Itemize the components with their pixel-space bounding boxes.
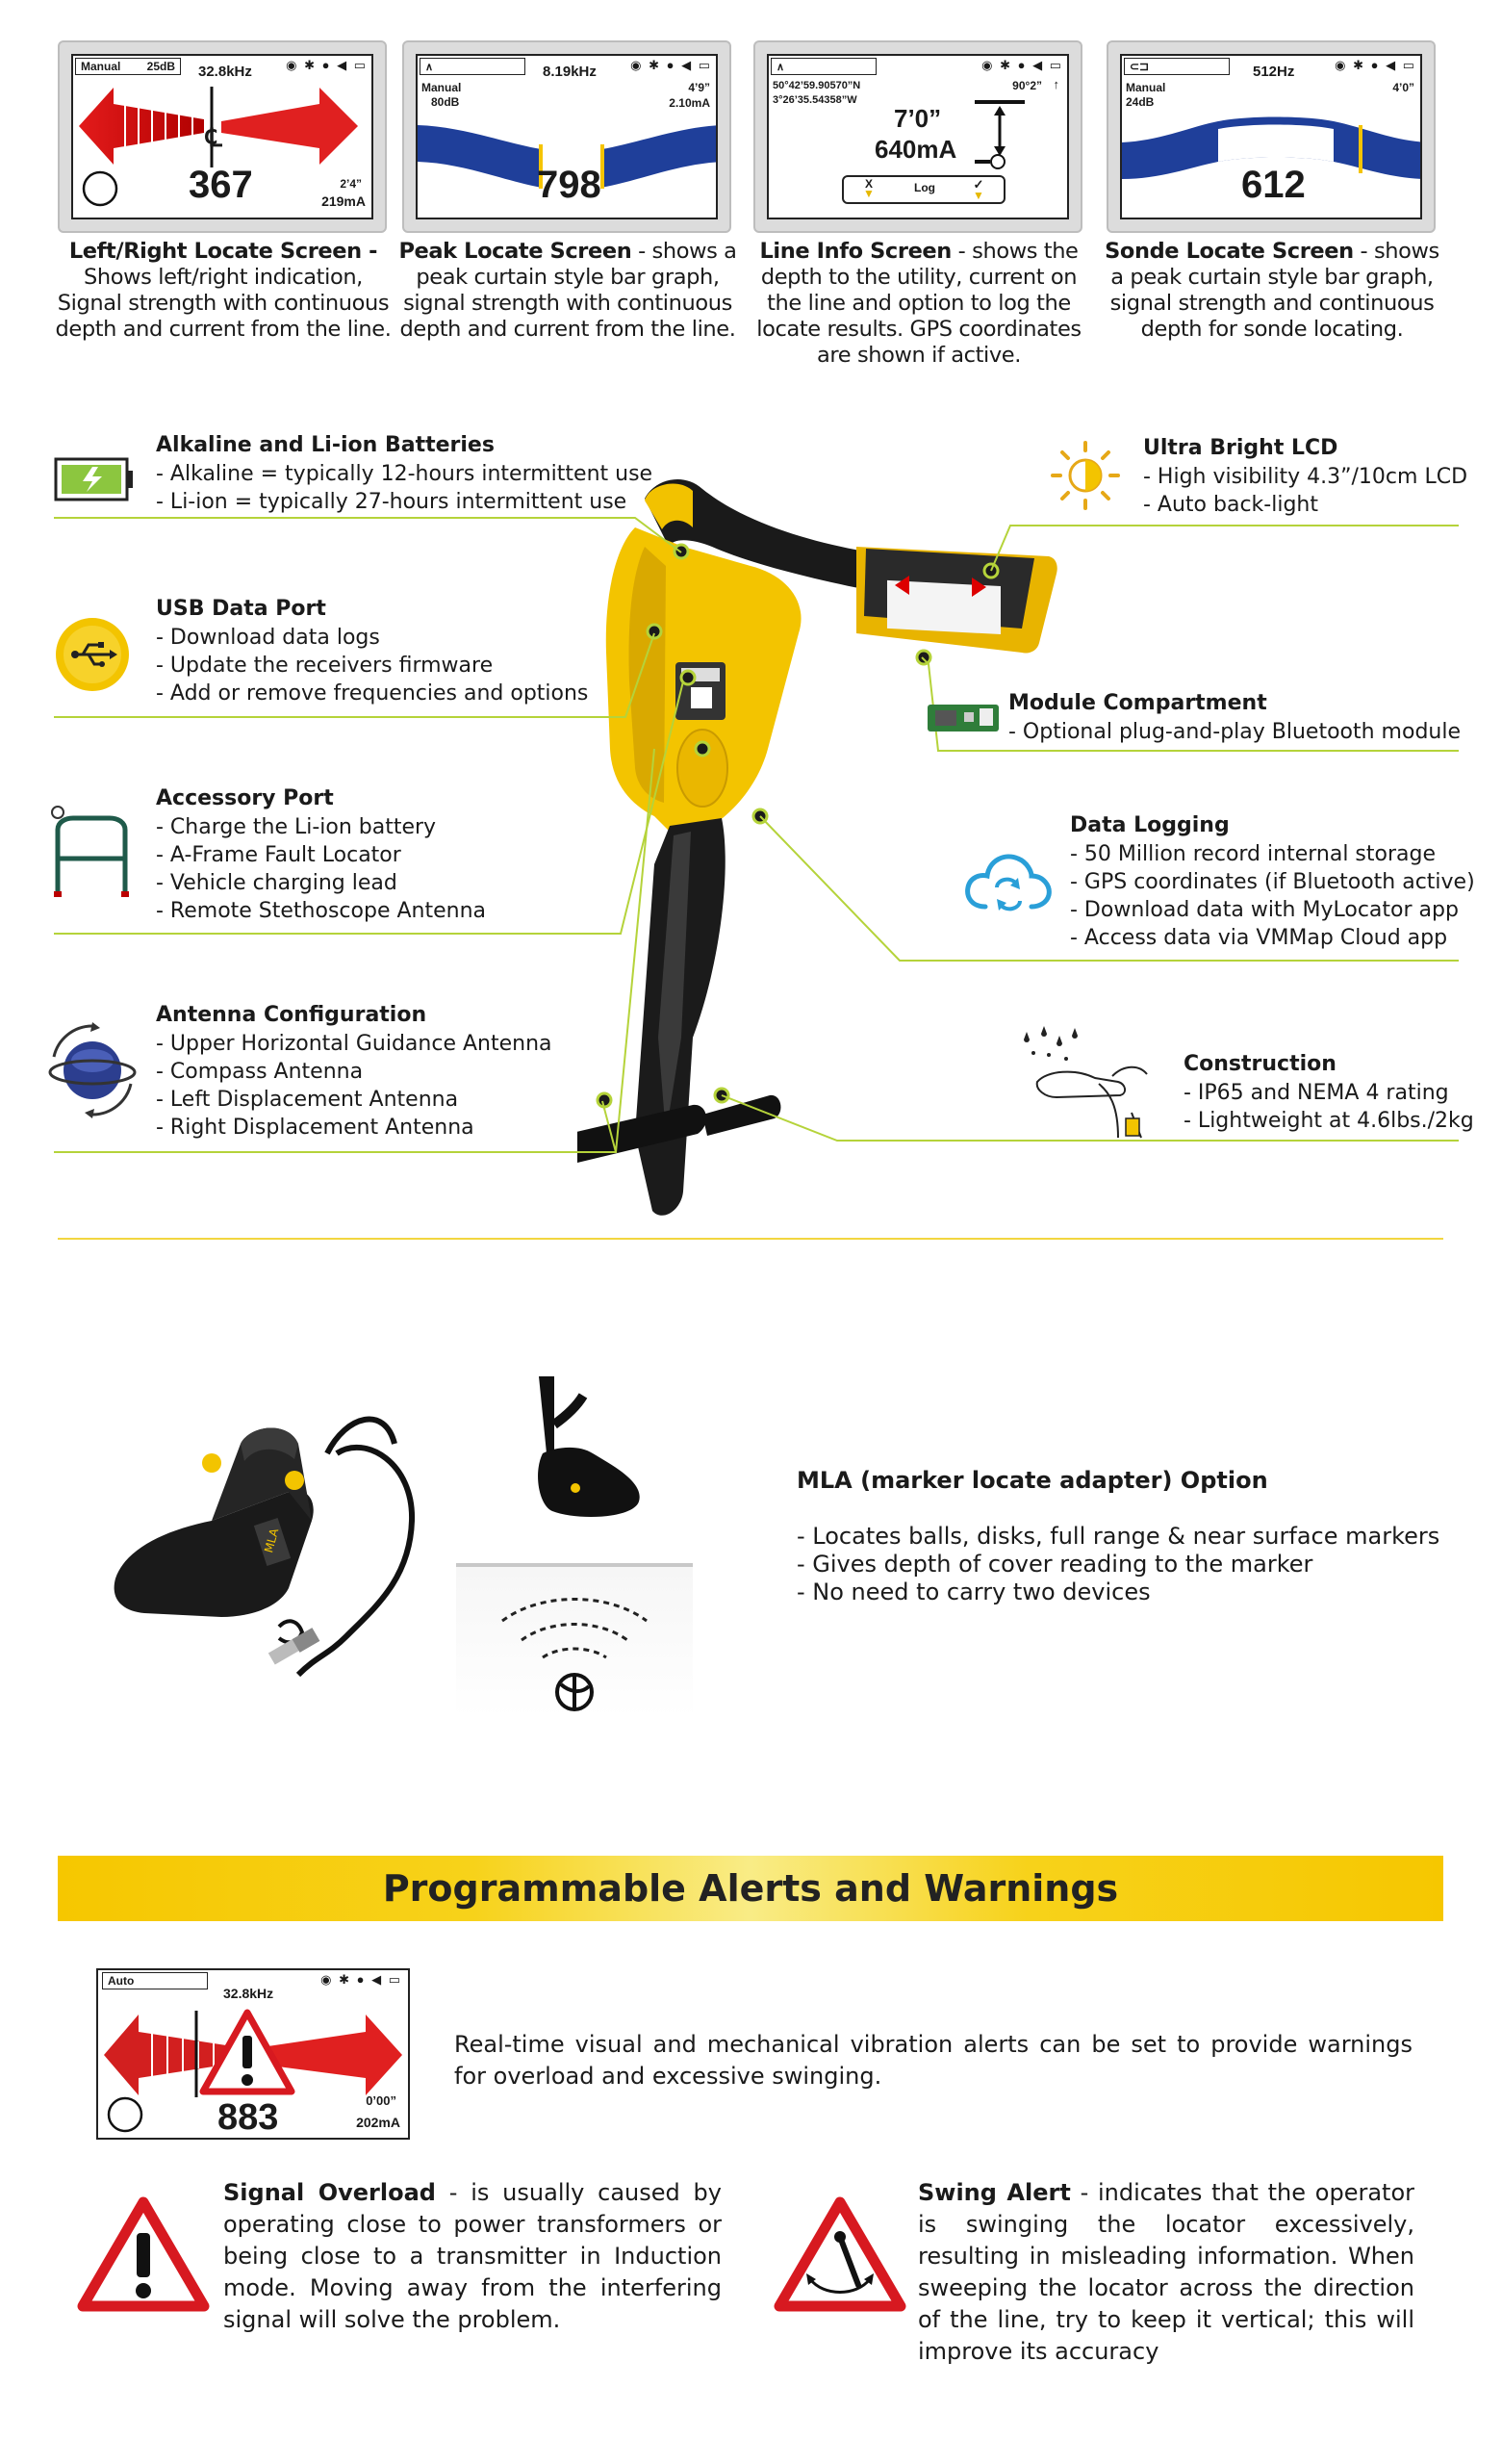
- status-icons: ◉ ✱ ● ◀ ▭: [1335, 58, 1416, 72]
- mode-box: Auto: [102, 1972, 208, 1989]
- mode-box: ∧: [771, 58, 877, 75]
- depth-readout: 0’00”: [366, 2093, 396, 2108]
- frequency: 512Hz: [1253, 64, 1295, 80]
- log-button[interactable]: Log: [914, 181, 935, 194]
- status-icons: ◉ ✱ ● ◀ ▭: [286, 58, 368, 72]
- current-readout: 2.10mA: [669, 96, 710, 110]
- mla-signal-panel: [456, 1563, 693, 1717]
- cancel-button[interactable]: X ▼: [863, 177, 875, 200]
- angle-readout: 90°2”: [1012, 79, 1042, 92]
- depth-readout: 7’0”: [894, 104, 942, 133]
- alerts-intro: Real-time visual and mechanical vibration alerts can be set to provide warnings for overload and excessive swinging.: [454, 2031, 1413, 2090]
- feature-antenna-title: Antenna Configuration: [156, 1003, 427, 1027]
- feature-lcd-title: Ultra Bright LCD: [1143, 436, 1338, 460]
- sun-icon: [1049, 439, 1122, 512]
- swing-text: Swing Alert - indicates that the operator is swinging the locator excessively, resulting in misleading information. When sweeping the locator across the direction of the line, try to keep it vertical; this will improve its accuracy: [918, 2179, 1414, 2365]
- confirm-button[interactable]: ✓ ▼: [973, 177, 984, 202]
- signal-strength: 612: [1241, 164, 1306, 206]
- feature-accessory-title: Accessory Port: [156, 786, 334, 810]
- depth-readout: 2’4”: [340, 177, 362, 191]
- down-arrow-icon: ▼: [973, 189, 984, 202]
- warning-triangle-icon: [199, 2009, 295, 2097]
- caption-peak: Peak Locate Screen - shows a peak curtain style bar graph, signal strength with continuous depth and current from the line.: [398, 239, 737, 342]
- overload-text: Signal Overload - is usually caused by operating close to power transformers or being close to a transmitter in Induction mode. Moving away from the interfering signal will solve the problem.: [223, 2179, 722, 2333]
- feature-batteries-title: Alkaline and Li-ion Batteries: [156, 433, 495, 457]
- feature-usb-title: USB Data Port: [156, 597, 326, 621]
- caption-sonde: Sonde Locate Screen - shows a peak curtain style bar graph, signal strength and continuous depth for sonde locating.: [1105, 239, 1439, 342]
- feature-construction-title: Construction: [1184, 1052, 1337, 1076]
- down-arrow-icon: ▼: [863, 187, 875, 200]
- mode-label: Manual 24dB: [1126, 81, 1166, 109]
- up-arrow-icon: ↑: [1053, 77, 1059, 91]
- status-icons: ◉ ✱ ● ◀ ▭: [981, 58, 1063, 72]
- caption-line-info: Line Info Screen - shows the depth to the utility, current on the line and option to log the locate results. GPS coordinates are shown if active.: [756, 239, 1082, 368]
- swing-warning-icon: [774, 2196, 906, 2314]
- locator-with-mla-image: [520, 1376, 654, 1530]
- mode-box: Manual 25dB: [75, 58, 181, 75]
- rain-device-icon: [1018, 1026, 1162, 1142]
- cloud-sync-icon: [962, 845, 1055, 922]
- mla-label: MLA: [262, 1527, 282, 1554]
- signal-strength: 883: [217, 2097, 279, 2138]
- a-frame-icon: [48, 805, 135, 899]
- signal-waves-icon: [493, 1586, 656, 1711]
- mode-box: ∧: [420, 58, 525, 75]
- module-icon: [926, 699, 1001, 737]
- frequency: 8.19kHz: [543, 64, 597, 80]
- alert-screen-thumb: [96, 1968, 410, 2140]
- sonde-icon: ⊂⊐: [1130, 60, 1150, 73]
- frequency: 32.8kHz: [198, 64, 252, 80]
- antenna-icon: [44, 1022, 140, 1118]
- mode-label: Manual 80dB: [421, 81, 462, 109]
- signal-strength: 798: [537, 164, 601, 206]
- feature-logging-title: Data Logging: [1070, 813, 1230, 837]
- feature-module-title: Module Compartment: [1008, 691, 1267, 715]
- mla-adapter-image: [106, 1386, 433, 1684]
- frequency: 32.8kHz: [223, 1986, 274, 2001]
- compass-icon: [106, 2095, 144, 2134]
- current-readout: 640mA: [875, 135, 957, 164]
- caption-left-right: Left/Right Locate Screen - Shows left/right indication, Signal strength with continuous depth and current from the line.: [55, 239, 392, 342]
- status-icons: ◉ ✱ ● ◀ ▭: [630, 58, 712, 72]
- alerts-banner-title: Programmable Alerts and Warnings: [382, 1867, 1119, 1910]
- status-icons: ◉ ✱ ● ◀ ▭: [320, 1972, 402, 1987]
- gps-coordinates: 50°42’59.90570”N 3°26’35.54358”W: [773, 80, 861, 106]
- mla-title: MLA (marker locate adapter) Option: [797, 1467, 1268, 1494]
- alerts-banner: [58, 1856, 1443, 1921]
- depth-readout: 4’9”: [688, 81, 710, 94]
- centerline-symbol: ℄: [206, 123, 222, 152]
- usb-icon: [54, 616, 131, 693]
- current-readout: 202mA: [356, 2115, 400, 2130]
- overload-warning-icon: [77, 2196, 210, 2314]
- battery-icon: [54, 455, 135, 503]
- current-readout: 219mA: [321, 193, 366, 209]
- signal-strength: 367: [189, 164, 253, 206]
- depth-readout: 4’0”: [1392, 81, 1414, 94]
